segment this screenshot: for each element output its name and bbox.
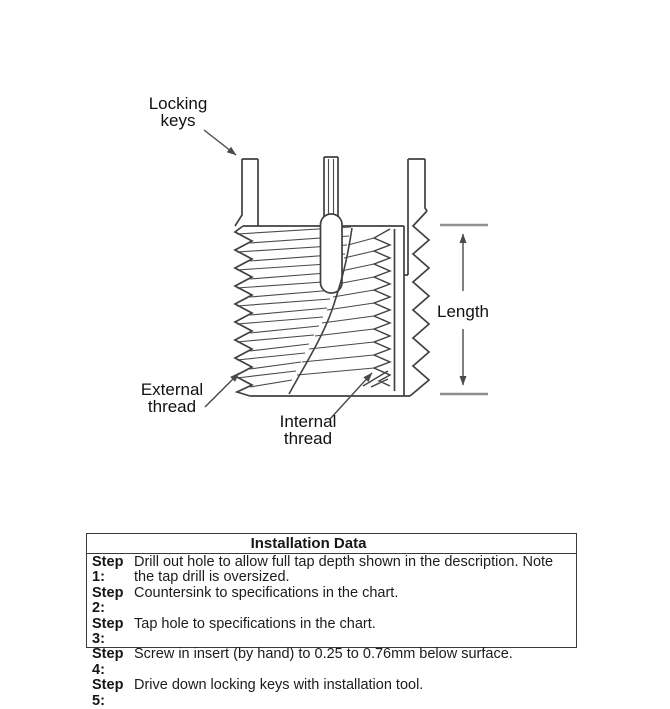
step-4-text: Screw in insert (by hand) to 0.25 to 0.76mm below surface.	[134, 646, 513, 663]
label-external-thread-line1: External	[140, 380, 204, 399]
label-length: Length	[437, 302, 489, 321]
step-3-text: Tap hole to specifications in the chart.	[134, 615, 376, 632]
label-internal-thread	[260, 414, 356, 447]
step-4-label: Step 4:	[92, 646, 124, 678]
step-1-label: Step 1:	[92, 554, 124, 586]
label-external-thread-line2: thread	[147, 396, 197, 416]
table-row-step-3	[92, 617, 574, 648]
table-row-step-5	[92, 678, 574, 709]
table-body	[87, 554, 576, 709]
table-title: Installation Data	[87, 534, 576, 554]
table-row-step-4	[92, 647, 574, 678]
table-row-step-2	[92, 586, 574, 617]
center-locking-key-splines	[329, 159, 334, 214]
step-5-label: Step 5:	[92, 677, 124, 709]
locking-keys-leader-arrow	[204, 130, 236, 155]
center-locking-key	[324, 157, 338, 217]
external-thread-right-edge	[410, 211, 429, 396]
step-5-text: Drive down locking keys with installation tool.	[134, 677, 424, 694]
label-internal-thread-line1: Internal	[279, 412, 337, 431]
label-locking-keys-line2: keys	[160, 110, 196, 130]
table-row-step-1	[92, 555, 574, 586]
left-locking-key	[235, 159, 258, 226]
label-internal-thread-line2: thread	[283, 428, 333, 448]
center-locking-key-slot	[321, 214, 343, 293]
right-locking-key	[404, 159, 427, 275]
step-2-label: Step 2:	[92, 584, 124, 617]
step-3-label: Step 3:	[92, 615, 124, 648]
step-1-text: Drill out hole to allow full tap depth shown in the description. Note the tap drill is oversized.	[134, 554, 554, 586]
label-locking-keys	[130, 96, 226, 129]
step-2-text: Countersink to specifications in the chart.	[134, 584, 399, 601]
label-locking-keys-line1: Locking	[148, 94, 208, 113]
label-external-thread	[124, 382, 220, 415]
installation-data-table	[86, 533, 577, 709]
